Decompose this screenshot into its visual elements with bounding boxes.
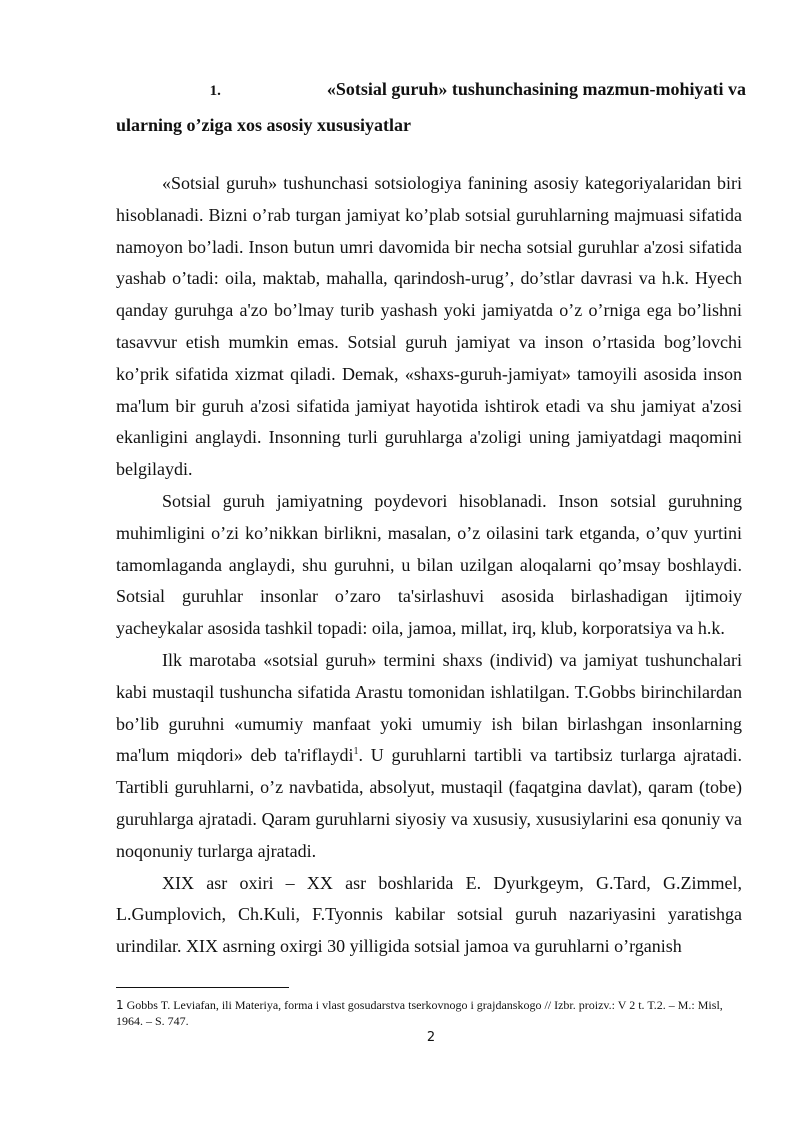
- footnote: [116, 997, 746, 1029]
- paragraph-3-before: Ilk marotaba «sotsial guruh» termini shaxs (individ) va jamiyat tushunchalari kabi mustaqil tushuncha sifatida Arastu tomonidan ishlatilgan. T.Gobbs birinchilardan bo’lib guruhni «umumiy manfaat yoki umumiy ish bilan birlashgan insonlarning ma'lum miqdori» deb ta'riflaydi: [116, 649, 742, 766]
- footnote-mark: 1: [116, 998, 124, 1012]
- footnote-reference[interactable]: 1: [353, 746, 359, 758]
- heading-number: 1.: [209, 83, 221, 99]
- paragraph-3: [116, 645, 742, 868]
- section-heading: [116, 72, 746, 142]
- heading-line-1: «Sotsial guruh» tushunchasining mazmun-mohiyati va: [326, 79, 746, 99]
- footnote-separator: [116, 987, 289, 988]
- body-text: [116, 168, 742, 963]
- paragraph-2: Sotsial guruh jamiyatning poydevori hisoblanadi. Inson sotsial guruhning muhimligini o’zi ko’nikkan birlikni, masalan, o’z oilasini tark etganda, o’quv yurtini tamomlaganda anglaydi, shu guruhni, u bilan uzilgan aloqalarni qo’msay boshlaydi. Sotsial guruhlar insonlar o’zaro ta'sirlashuvi asosida birlashadigan ijtimoiy yacheykalar asosida tashkil topadi: oila, jamoa, millat, irq, klub, korporatsiya va h.k.: [116, 490, 742, 639]
- paragraph-3-after: . U guruhlarni tartibli va tartibsiz turlarga ajratadi. Tartibli guruhlarni, o’z navbatida, absolyut, mustaqil (faqatgina davlat), qaram (tobe) guruhlarga ajratadi. Qaram guruhlarni siyosiy va xususiy, xususiylarini esa qonuniy va noqonuniy turlarga ajratadi.: [116, 745, 743, 861]
- heading-line-2: ularning o’ziga xos asosiy xususiyatlar: [116, 115, 412, 135]
- footnote-text: Gobbs T. Leviafan, ili Materiya, forma i vlast gosudarstva tserkovnogo i grajdanskogo // Izbr. proizv.: V 2 t. T.2. – M.: Misl, 1964. – S. 747.: [116, 998, 723, 1028]
- page-number: 2: [426, 1030, 436, 1045]
- paragraph-4: XIX asr oxiri – XX asr boshlarida E. Dyurkgeym, G.Tard, G.Zimmel, L.Gumplovich, Ch.Kuli, F.Tyonnis kabilar sotsial guruh nazariyasini yaratishga urindilar. XIX asrning oxirgi 30 yilligida sotsial jamoa va guruhlarni o’rganish: [116, 872, 742, 957]
- paragraph-1: «Sotsial guruh» tushunchasi sotsiologiya fanining asosiy kategoriyalaridan biri hisoblanadi. Bizni o’rab turgan jamiyat ko’plab sotsial guruhlarning majmuasi sifatida namoyon bo’ladi. Inson butun umri davomida bir necha sotsial guruhlar a'zosi sifatida yashab o’tadi: oila, maktab, mahalla, qarindosh-urug’, do’stlar davrasi va h.k. Hyech qanday guruhga a'zo bo’lmay turib yashash yoki jamiyatda o’z o’rniga ega bo’lishni tasavvur etish mumkin emas. Sotsial guruh jamiyat va inson o’rtasida bog’lovchi ko’prik sifatida xizmat qiladi. Demak, «shaxs-guruh-jamiyat» tamoyili asosida inson ma'lum bir guruh a'zosi sifatida jamiyat hayotida ishtirok etadi va shu jamiyat a'zosi ekanligini anglaydi. Insonning turli guruhlarga a'zoligi uning jamiyatdagi maqomini belgilaydi.: [116, 173, 742, 480]
